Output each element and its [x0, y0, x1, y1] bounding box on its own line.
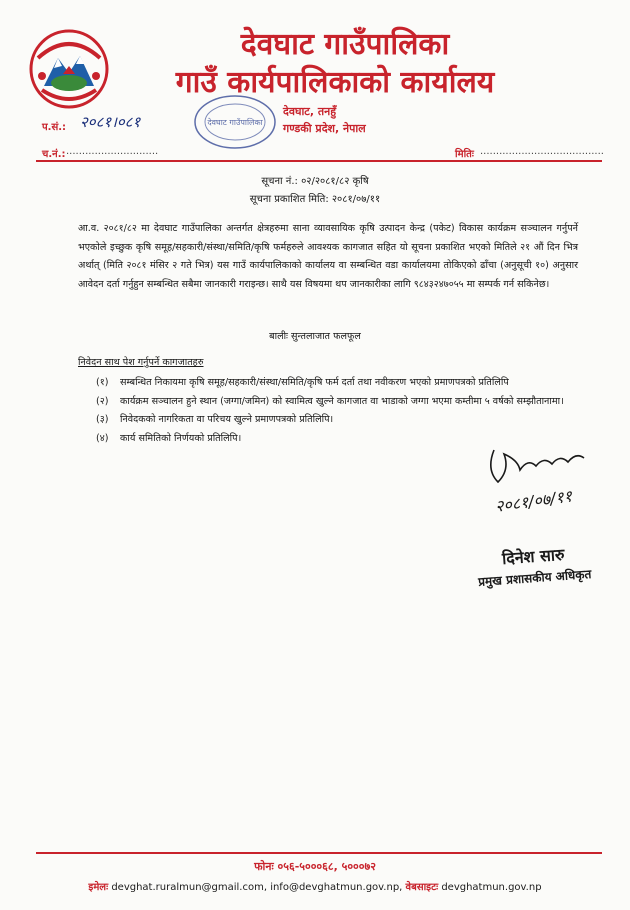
notice-number: सूचना नं.: ०२/२०८१/८२ कृषि: [261, 176, 369, 187]
cn-label: च.नं.:: [42, 149, 66, 160]
footer-phone: फोनः ०५६-५०००६८, ५०००७२: [254, 860, 376, 873]
documents-heading: निवेदन साथ पेश गर्नुपर्ने कागजातहरु: [78, 357, 204, 368]
list-item-number: (३): [96, 414, 109, 425]
footer-divider: [36, 852, 602, 854]
signatory-title: प्रमुख प्रशासकीय अधिकृत: [477, 567, 592, 589]
header-divider: [36, 160, 602, 162]
list-item-text: निवेदकको नागरिकता वा परिचय खुल्ने प्रमाणपत्रको प्रतिलिपि।: [120, 414, 334, 425]
signatory-name: दिनेश सारु: [501, 544, 566, 569]
list-item-text: कार्य समितिको निर्णयको प्रतिलिपि।: [120, 432, 242, 444]
address-line1: देवघाट, तनहुँ: [283, 105, 337, 118]
official-stamp: [190, 92, 280, 152]
date-dots: .......................................: [480, 146, 604, 157]
list-item-text: कार्यक्रम सञ्चालन हुने स्थान (जग्गा/जमिन) को स्वामित्व खुल्ने कागजात वा भाडाको जग्गा भएमा कम्तीमा ५ वर्षको सम्झौतानामा।: [120, 395, 564, 407]
email-link[interactable]: devghat.ruralmun@gmail.com, info@devghatmun.gov.np,: [111, 882, 403, 893]
website-link[interactable]: devghatmun.gov.np: [441, 882, 542, 893]
ps-value: २०८१।०८१: [80, 113, 141, 131]
office-title: गाउँ कार्यपालिकाको कार्यालय: [175, 65, 495, 100]
stamp-text: देवघाट गाउँपालिका: [207, 118, 263, 127]
list-item: [96, 411, 576, 430]
list-item-text: सम्बन्धित निकायमा कृषि समूह/सहकारी/संस्था/समिति/कृषि फर्म दर्ता तथा नवीकरण भएको प्रमाणपत्रको प्रतिलिपि: [120, 377, 509, 388]
date-label: मितिः: [455, 149, 474, 160]
list-item-number: (१): [96, 377, 109, 388]
address-line2: गण्डकी प्रदेश, नेपाल: [283, 122, 366, 135]
website-label: वेबसाइटः: [405, 882, 439, 893]
cn-dots: .............................: [66, 146, 159, 157]
email-label: इमेलः: [88, 882, 109, 893]
list-item-number: (४): [96, 432, 109, 444]
signature-date: २०८१/०७/११: [493, 486, 574, 516]
footer-contact: [0, 879, 630, 893]
notice-published-date: सूचना प्रकाशित मिति: २०८१/०७/११: [249, 194, 381, 205]
documents-list: [96, 374, 576, 448]
list-item: [96, 393, 576, 412]
signature-scribble: [484, 440, 594, 530]
ps-label: प.सं.:: [42, 122, 67, 133]
crop-line: बालीः सुन्तलाजात फलफूल: [269, 331, 361, 342]
list-item: [96, 374, 576, 393]
list-item-number: (२): [96, 395, 109, 407]
notice-body: आ.व. २०८१/८२ मा देवघाट गाउँपालिका अन्तर्गत क्षेत्रहरुमा साना व्यावसायिक कृषि उत्पादन केन्द्र (पकेट) विकास कार्यक्रम सञ्चालन गर्नुपर्ने भएकोले इच्छुक कृषि समूह/सहकारी/संस्था/समिति/कृषि फर्महरुले आवश्यक कागजात सहित यो सूचना प्रकाशित भएको मितिले २१ औं दिन भित्र अर्थात् (मिति २०८१ मंसिर २ गते भित्र) यस गाउँ कार्यपालिकाको कार्यालय वा सम्बन्धित वडा कार्यालयमा तोकिएको ढाँचा (अनुसूची १०) अनुसार आवेदन दर्ता गर्नुहुन सम्बन्धित सबैमा जानकारी गराइन्छ। साथै यस विषयमा थप जानकारीका लागि ९८४३२४७०५५ मा सम्पर्क गर्न सकिनेछ।: [78, 223, 578, 290]
municipality-title: देवघाट गाउँपालिका: [240, 27, 450, 62]
